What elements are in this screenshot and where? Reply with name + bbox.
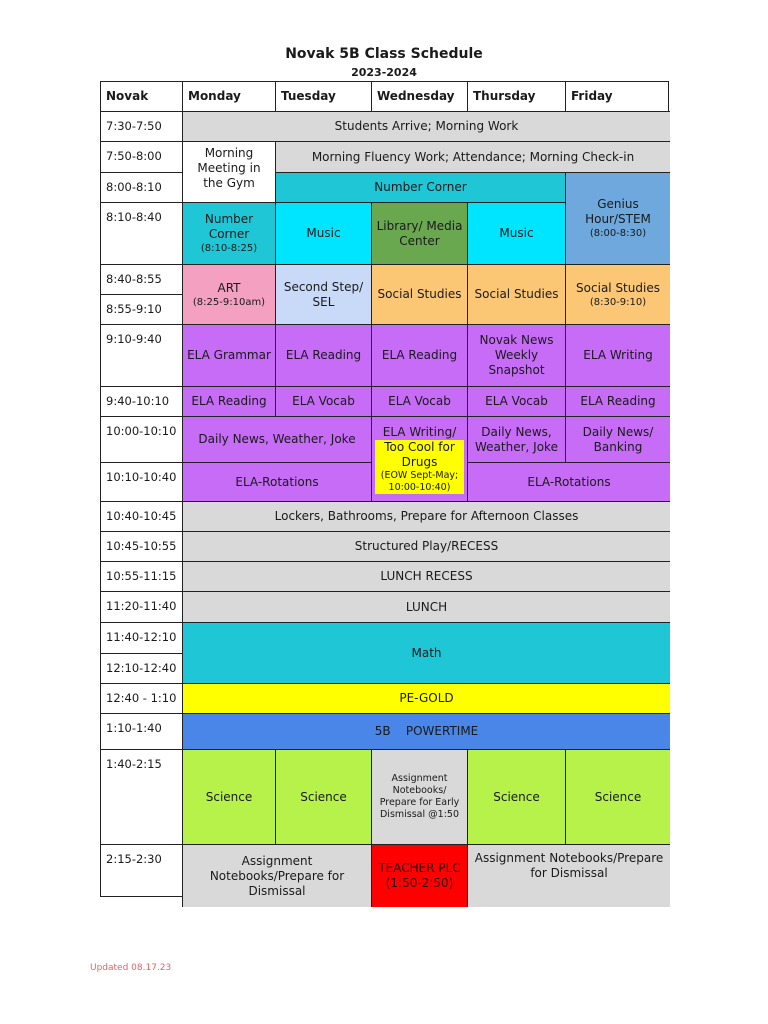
too-cool-note: (EOW Sept-May; 10:00-10:40) [375, 470, 464, 494]
time-cell: 1:10-1:40 [101, 714, 183, 750]
ela-rotations-cell: ELA-Rotations [183, 463, 372, 502]
tuesday-science-cell: Science [276, 750, 372, 845]
number-corner-cell: Number Corner [276, 173, 566, 203]
novak-news-cell: Novak News Weekly Snapshot [468, 325, 566, 387]
page-title: Novak 5B Class Schedule [285, 46, 483, 62]
ela-grammar-cell: ELA Grammar [183, 325, 276, 387]
library-cell: Library/ Media Center [372, 203, 468, 265]
time-cell: 11:20-11:40 [101, 592, 183, 623]
time-cell: 10:45-10:55 [101, 532, 183, 562]
time-cell: 10:55-11:15 [101, 562, 183, 592]
monday-science-cell: Science [183, 750, 276, 845]
ela-rotations-cell: ELA-Rotations [468, 463, 670, 502]
assignment-notebooks-cell: Assignment Notebooks/Prepare for Dismissal [183, 845, 372, 907]
lockers-cell: Lockers, Bathrooms, Prepare for Afternoon Classes [183, 502, 670, 532]
social-studies-time: (8:30-9:10) [589, 296, 647, 308]
header-novak: Novak [101, 82, 183, 112]
genius-hour-time: (8:00-8:30) [589, 228, 647, 239]
thursday-social-studies-cell: Social Studies [468, 265, 566, 325]
thursday-science-cell: Science [468, 750, 566, 845]
thursday-music-cell: Music [468, 203, 566, 265]
time-cell: 9:40-10:10 [101, 387, 183, 417]
art-cell [183, 265, 276, 325]
time-cell: 7:30-7:50 [101, 112, 183, 142]
updated-footnote: Updated 08.17.23 [90, 963, 172, 973]
time-cell: 8:00-8:10 [101, 173, 183, 203]
lunch-recess-cell: LUNCH RECESS [183, 562, 670, 592]
friday-social-studies-cell [566, 265, 670, 325]
daily-news-cell: Daily News, Weather, Joke [183, 417, 372, 463]
time-cell: 8:10-8:40 [101, 203, 183, 265]
wednesday-ela-vocab-cell: ELA Vocab [372, 387, 468, 417]
tuesday-music-cell: Music [276, 203, 372, 265]
ela-writing-label: ELA Writing/ [382, 424, 457, 439]
too-cool-label: Too Cool for Drugs [375, 440, 464, 470]
thursday-daily-news-cell: Daily News, Weather, Joke [468, 417, 566, 463]
time-cell: 10:40-10:45 [101, 502, 183, 532]
tuesday-ela-vocab-cell: ELA Vocab [276, 387, 372, 417]
schedule-table [100, 81, 669, 897]
monday-number-corner-cell [183, 203, 276, 265]
school-year: 2023-2024 [351, 66, 417, 79]
header-thursday: Thursday [468, 82, 566, 112]
time-cell: 1:40-2:15 [101, 750, 183, 845]
tuesday-ela-reading-cell: ELA Reading [276, 325, 372, 387]
genius-hour-cell [566, 173, 670, 265]
lunch-cell: LUNCH [183, 592, 670, 623]
time-cell: 7:50-8:00 [101, 142, 183, 173]
number-corner-time: (8:10-8:25) [200, 243, 258, 254]
structured-play-cell: Structured Play/RECESS [183, 532, 670, 562]
wednesday-social-studies-cell: Social Studies [372, 265, 468, 325]
time-cell: 8:55-9:10 [101, 295, 183, 325]
friday-ela-writing-cell: ELA Writing [566, 325, 670, 387]
time-cell: 9:10-9:40 [101, 325, 183, 387]
assignment-notebooks-cell: Assignment Notebooks/Prepare for Dismissal [468, 845, 670, 907]
header-friday: Friday [566, 82, 670, 112]
ela-writing-too-cool-cell [372, 417, 468, 502]
time-cell: 8:40-8:55 [101, 265, 183, 295]
time-cell: 2:15-2:30 [101, 845, 183, 907]
thursday-ela-vocab-cell: ELA Vocab [468, 387, 566, 417]
friday-science-cell: Science [566, 750, 670, 845]
powertime-cell: 5B POWERTIME [183, 714, 670, 750]
friday-ela-reading-cell: ELA Reading [566, 387, 670, 417]
art-label: ART [217, 280, 241, 295]
teacher-plc-time: (1:50-2:50) [385, 876, 454, 890]
time-cell: 10:00-10:10 [101, 417, 183, 463]
friday-daily-news-cell: Daily News/ Banking [566, 417, 670, 463]
wednesday-assignment-cell: Assignment Notebooks/ Prepare for Early Dismissal @1:50 [372, 750, 468, 845]
header-monday: Monday [183, 82, 276, 112]
morning-meeting-cell: Morning Meeting in the Gym [183, 142, 276, 203]
fluency-cell: Morning Fluency Work; Attendance; Morning Check-in [276, 142, 670, 173]
monday-ela-reading-cell: ELA Reading [183, 387, 276, 417]
genius-hour-label: Genius Hour/STEM [585, 197, 651, 226]
teacher-plc-label: TEACHER PLC [378, 861, 461, 875]
art-time: (8:25-9:10am) [192, 296, 266, 308]
second-step-cell: Second Step/ SEL [276, 265, 372, 325]
teacher-plc-cell [372, 845, 468, 907]
header-tuesday: Tuesday [276, 82, 372, 112]
pe-gold-cell: PE-GOLD [183, 684, 670, 714]
number-corner-label: Number Corner [204, 212, 254, 241]
social-studies-label: Social Studies [576, 280, 660, 295]
time-cell: 12:10-12:40 [101, 654, 183, 684]
math-cell: Math [183, 623, 670, 684]
wednesday-ela-reading-cell: ELA Reading [372, 325, 468, 387]
header-wednesday: Wednesday [372, 82, 468, 112]
time-cell: 12:40 - 1:10 [101, 684, 183, 714]
time-cell: 10:10-10:40 [101, 463, 183, 502]
time-cell: 11:40-12:10 [101, 623, 183, 654]
arrive-cell: Students Arrive; Morning Work [183, 112, 670, 142]
